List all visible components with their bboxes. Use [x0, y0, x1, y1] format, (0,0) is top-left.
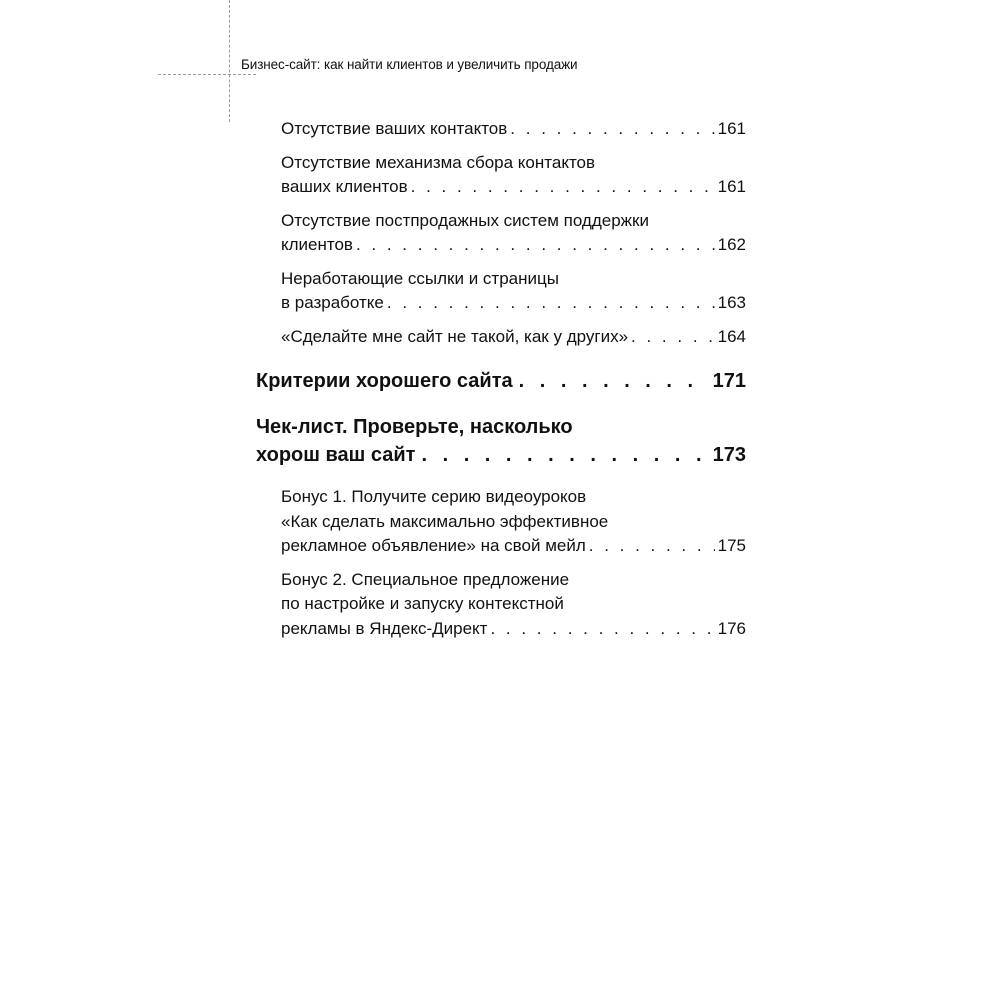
- dot-leader: [589, 534, 715, 559]
- toc-entry-row: [281, 175, 746, 200]
- toc-chapter-entry[interactable]: [256, 367, 746, 395]
- toc-spacer: [256, 200, 746, 209]
- toc-page-number: 163: [717, 293, 746, 312]
- toc-entry-title-line: рекламы в Яндекс-Директ: [281, 618, 488, 638]
- toc-entry-title-line: клиентов: [281, 235, 353, 254]
- toc-entry-row: [281, 291, 746, 316]
- crop-mark-vertical: [229, 0, 230, 122]
- toc-entry-title-line: в разработке: [281, 293, 384, 312]
- table-of-contents: [256, 117, 746, 641]
- toc-spacer: [256, 142, 746, 151]
- toc-entry-title-line: Бонус 1. Получите серию видеоуроков: [281, 487, 587, 506]
- dot-leader: [510, 117, 714, 142]
- toc-entry-title-line: Неработающие ссылки и страницы: [281, 268, 559, 288]
- crop-mark-horizontal: [158, 74, 256, 75]
- dot-leader: [356, 233, 715, 258]
- toc-entry-title-line: «Сделайте мне сайт не такой, как у других»: [281, 326, 629, 346]
- toc-page-number: 176: [717, 618, 746, 638]
- toc-spacer: [256, 349, 746, 367]
- toc-section-entry[interactable]: [281, 568, 746, 642]
- dot-leader: [411, 175, 715, 200]
- toc-entry-title-line: Отсутствие ваших контактов: [281, 119, 508, 138]
- toc-entry-title-line: ваших клиентов: [281, 177, 408, 196]
- toc-entry-title-line: Чек-лист. Проверьте, насколько: [256, 416, 573, 438]
- toc-section-entry[interactable]: [281, 485, 746, 559]
- toc-entry-title-line: рекламное объявление» на свой мейл: [281, 536, 586, 555]
- toc-entry-row: [256, 441, 746, 469]
- toc-entry-row: [281, 534, 746, 559]
- toc-entry-title-line: хорош ваш сайт: [256, 444, 416, 466]
- toc-section-entry[interactable]: [281, 117, 746, 142]
- toc-page-number: 162: [717, 235, 746, 254]
- toc-page-number: 175: [717, 536, 746, 555]
- toc-spacer: [256, 559, 746, 568]
- toc-entry-row: [256, 367, 746, 395]
- toc-entry-row: [281, 117, 746, 142]
- toc-chapter-entry[interactable]: [256, 413, 746, 469]
- toc-entry-title-line: Бонус 2. Специальное предложение: [281, 569, 570, 589]
- toc-page-number: 171: [712, 370, 746, 392]
- toc-section-entry[interactable]: [281, 151, 746, 200]
- toc-section-entry[interactable]: [281, 209, 746, 258]
- toc-spacer: [256, 316, 746, 325]
- dot-leader: [490, 617, 714, 642]
- dot-leader: [387, 291, 715, 316]
- toc-entry-title-line: «Как сделать максимально эффективное: [281, 511, 609, 531]
- toc-entry-row: [281, 617, 746, 642]
- toc-entry-title-line: Критерии хорошего сайта: [256, 370, 513, 392]
- toc-page-number: 173: [712, 444, 746, 466]
- toc-page-number: 161: [717, 177, 746, 196]
- toc-spacer: [256, 469, 746, 485]
- toc-entry-title-line: по настройке и запуску контекстной: [281, 594, 564, 613]
- toc-section-entry[interactable]: [281, 267, 746, 316]
- toc-entry-row: [281, 233, 746, 258]
- toc-page-number: 164: [717, 326, 746, 346]
- toc-entry-title-line: Отсутствие механизма сбора контактов: [281, 152, 596, 172]
- running-head: Бизнес-сайт: как найти клиентов и увеличить продажи: [241, 57, 578, 72]
- toc-entry-title-line: Отсутствие постпродажных систем поддержки: [281, 210, 649, 230]
- dot-leader: [519, 367, 707, 395]
- toc-spacer: [256, 258, 746, 267]
- toc-entry-row: [281, 325, 746, 350]
- dot-leader: [421, 441, 706, 469]
- toc-spacer: [256, 395, 746, 413]
- dot-leader: [631, 325, 715, 350]
- toc-section-entry[interactable]: [281, 325, 746, 350]
- toc-page-number: 161: [717, 119, 746, 138]
